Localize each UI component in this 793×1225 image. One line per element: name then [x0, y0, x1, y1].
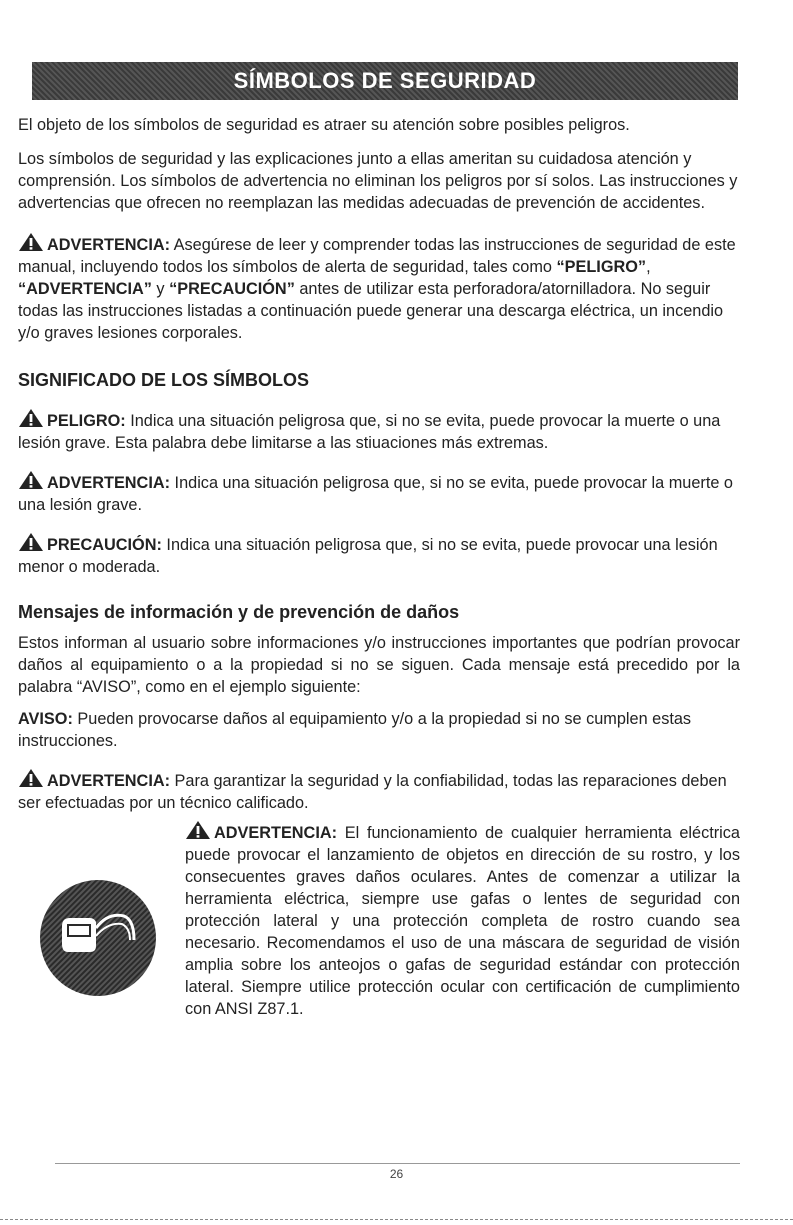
- page-banner: SÍMBOLOS DE SEGURIDAD: [32, 62, 738, 100]
- section-heading-info: Mensajes de información y de prevención de daños: [18, 602, 460, 622]
- peligro-definition: PELIGRO: Indica una situación peligrosa que, si no se evita, puede provocar la muerte o una lesión grave. Esta palabra debe limitarse a las stiuaciones más extremas.: [18, 408, 740, 454]
- warning-label: ADVERTENCIA:: [47, 772, 171, 790]
- warning-triangle-icon: [18, 532, 44, 552]
- warning-label: ADVERTENCIA:: [214, 824, 338, 842]
- page-number: 26: [389, 1167, 404, 1181]
- aviso-label: AVISO:: [18, 710, 73, 728]
- advertencia-label: ADVERTENCIA:: [47, 474, 171, 492]
- precaucion-definition: PRECAUCIÓN: Indica una situación peligrosa que, si no se evita, puede provocar una lesión menor o moderada.: [18, 532, 740, 578]
- info-paragraph: Estos informan al usuario sobre informaciones y/o instrucciones importantes que podrían provocar daños al equipamiento o a la propiedad si no se siguen. Cada mensaje está precedido por la palabra “AVISO”, como en el ejemplo siguiente:: [18, 634, 740, 696]
- precaucion-label: PRECAUCIÓN:: [47, 536, 162, 554]
- eye-warning-text: ADVERTENCIA: El funcionamiento de cualquier herramienta eléctrica puede provocar el lanzamiento de objetos en dirección de su rostro, y los consecuentes graves daños oculares. Antes de comenzar a utilizar la herramienta eléctrica, siempre use gafas o lentes de seguridad con protección lateral y una protección completa de rostro cuando sea necesario. Recomendamos el uso de una máscara de seguridad de visión amplia sobre los anteojos o gafas de seguridad estándar con protección lateral. Siempre utilice protección ocular con certificación de cumplimiento con ANSI Z87.1.: [185, 820, 740, 1020]
- eye-protection-block: [18, 820, 740, 1090]
- footer-divider: [55, 1163, 740, 1164]
- warning-triangle-icon: [18, 408, 44, 428]
- safety-goggles-icon: [38, 878, 158, 998]
- warning-triangle-icon: [18, 232, 44, 252]
- explain-paragraph: Los símbolos de seguridad y las explicaciones junto a ellas ameritan su cuidadosa atención y comprensión. Los símbolos de advertencia no eliminan los peligros por sí solos. Las instrucciones y advertencias que ofrecen no reemplazan las medidas adecuadas de prevención de accidentes.: [18, 150, 738, 212]
- page-edge-divider: [0, 1219, 793, 1221]
- intro-paragraph: El objeto de los símbolos de seguridad es atraer su atención sobre posibles peligros.: [18, 116, 630, 134]
- page-content: [18, 62, 740, 1090]
- repair-warning: ADVERTENCIA: Para garantizar la seguridad y la confiabilidad, todas las reparaciones deben ser efectuadas por un técnico calificado.: [18, 768, 740, 814]
- advertencia-definition: ADVERTENCIA: Indica una situación peligrosa que, si no se evita, puede provocar la muerte o una lesión grave.: [18, 470, 740, 516]
- warning-triangle-icon: [18, 768, 44, 788]
- peligro-label: PELIGRO:: [47, 412, 126, 430]
- warning-triangle-icon: [185, 820, 211, 840]
- warning-triangle-icon: [18, 470, 44, 490]
- section-heading-symbols: SIGNIFICADO DE LOS SÍMBOLOS: [18, 370, 310, 390]
- general-warning: ADVERTENCIA: Asegúrese de leer y comprender todas las instrucciones de seguridad de este manual, incluyendo todos los símbolos de alerta de seguridad, tales como “PELIGRO”, “ADVERTENCIA” y “PRECAUCIÓN” antes de utilizar esta perforadora/atornilladora. No seguir todas las instrucciones listadas a continuación puede generar una descarga eléctrica, un incendio y/o graves lesiones corporales.: [18, 232, 740, 344]
- warning-label: ADVERTENCIA:: [47, 236, 171, 254]
- aviso-example: AVISO: Pueden provocarse daños al equipamiento y/o a la propiedad si no se cumplen estas instrucciones.: [18, 710, 692, 750]
